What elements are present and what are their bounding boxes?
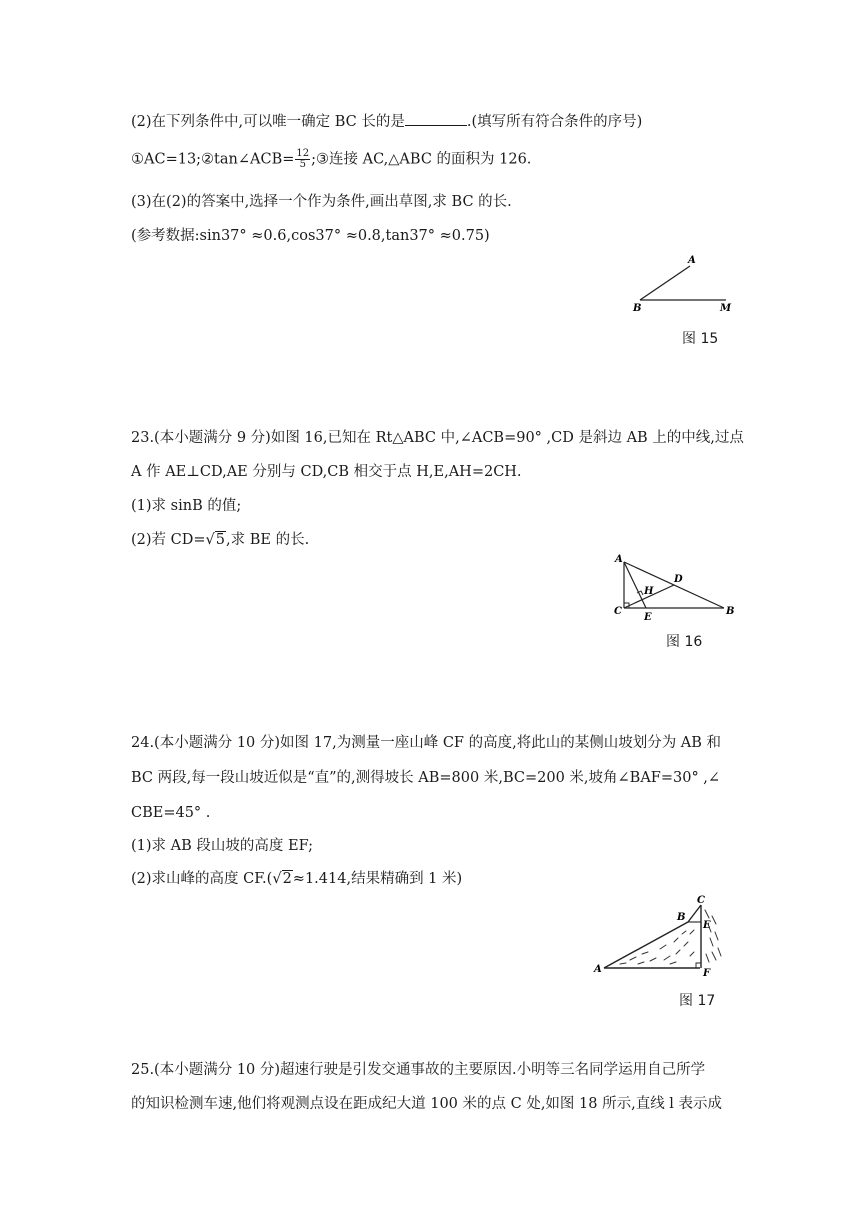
q23-stem-line2: A 作 AE⊥CD,AE 分别与 CD,CB 相交于点 H,E,AH=2CH. [131, 464, 522, 480]
q23-part1: (1)求 sinB 的值; [131, 498, 242, 514]
figure-15-caption: 图 15 [682, 331, 719, 347]
q23-part2: (2)若 CD=√5,求 BE 的长. [131, 532, 310, 548]
right-angle-f [696, 963, 701, 968]
figure-16-caption: 图 16 [666, 634, 703, 650]
point-d-label: D [674, 574, 683, 585]
point-a-label: A [615, 554, 623, 565]
point-c-label: C [697, 895, 705, 906]
q23-stem-line1: 23.(本小题满分 9 分)如图 16,已知在 Rt△ABC 中,∠ACB=90° ,CD 是斜边 AB 上的中线,过点 [131, 430, 744, 446]
q22-reference-data: (参考数据:sin37° ≈0.6,cos37° ≈0.8,tan37° ≈0.75) [131, 228, 490, 244]
square-root: √5 [205, 532, 226, 548]
point-b-label: B [677, 912, 686, 923]
q24-part2: (2)求山峰的高度 CF.(√2≈1.414,结果精确到 1 米) [131, 871, 463, 887]
point-f-label: F [703, 968, 711, 979]
figure-17 [590, 894, 740, 980]
point-h-label: H [644, 586, 654, 597]
figure-17-caption: 图 17 [679, 993, 716, 1009]
ray-ba [640, 266, 690, 300]
slope-bc [688, 905, 701, 922]
point-b-label: B [633, 303, 642, 314]
slope-ab [604, 922, 688, 968]
hatching [620, 910, 721, 964]
q25-stem-line2: 的知识检测车速,他们将观测点设在距成纪大道 100 米的点 C 处,如图 18 所示,直线 l 表示成 [131, 1096, 723, 1112]
q22-part2: (2)在下列条件中,可以唯一确定 BC 长的是 .(填写所有符合条件的序号) [131, 111, 751, 132]
fraction: $\frac{12}{5}$ [296, 148, 310, 170]
segment-ae [624, 562, 646, 608]
q24-stem-line2: BC 两段,每一段山坡近似是“直”的,测得坡长 AB=800 米,BC=200 米,坡角∠BAF=30° ,∠ [131, 770, 721, 786]
q25-stem-line1: 25.(本小题满分 10 分)超速行驶是引发交通事故的主要原因.小明等三名同学运用自己所学 [131, 1062, 706, 1078]
point-b-label: B [726, 606, 735, 617]
point-a-label: A [688, 255, 696, 266]
q22-part3: (3)在(2)的答案中,选择一个作为条件,画出草图,求 BC 的长. [131, 194, 512, 210]
point-e-label: E [644, 612, 652, 623]
square-root: √2 [272, 871, 292, 887]
q24-stem-line3: CBE=45° . [131, 805, 211, 821]
point-a-label: A [594, 964, 602, 975]
q22-conditions: ①AC=13;②tan∠ACB= $\frac{12}{5}$ ;③连接 AC,△ABC 的面积为 126. [131, 148, 532, 170]
point-c-label: C [614, 606, 622, 617]
point-m-label: M [720, 303, 732, 314]
answer-blank [405, 111, 467, 126]
point-e-label: E [703, 920, 711, 931]
figure-15 [628, 254, 738, 316]
q24-stem-line1: 24.(本小题满分 10 分)如图 17,为测量一座山峰 CF 的高度,将此山的某侧山坡划分为 AB 和 [131, 735, 722, 751]
figure-16 [610, 552, 740, 624]
q24-part1: (1)求 AB 段山坡的高度 EF; [131, 838, 314, 854]
